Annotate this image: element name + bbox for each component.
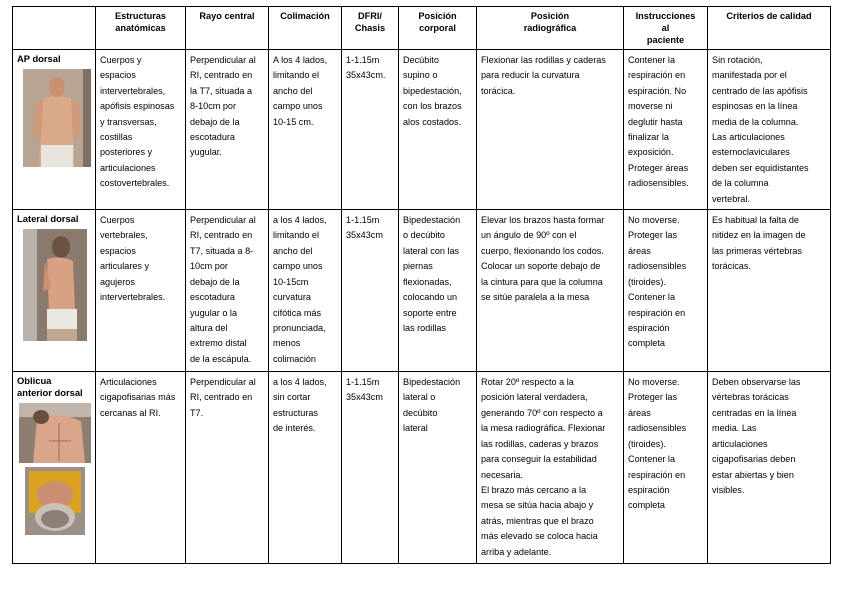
cell-dfri-chasis: 1-1.15m 35x43cm. xyxy=(342,50,399,210)
cell-criterios: Sin rotación, manifestada por el centrado de las apófisis espinosas en la línea media de la columna. Las articulaciones esternoclaviculares deben ser equidistantes de la columna vertebral. xyxy=(708,50,831,210)
row-title: Oblicua anterior dorsal xyxy=(17,375,83,399)
row-label-cell xyxy=(13,210,96,372)
table-row xyxy=(13,372,831,564)
header-empty xyxy=(13,7,96,50)
patient-photo-lateral-icon xyxy=(23,229,91,341)
patient-photo-oblique-icon xyxy=(19,403,91,463)
cell-criterios: Deben observarse las vértebras torácicas centradas en la línea media. Las articulaciones cigapofisarias deben estar abiertas y bien visibles. xyxy=(708,372,831,564)
cell-posicion-radiografica: Rotar 20º respecto a la posición lateral verdadera, generando 70º con respecto a la mesa radiográfica. Flexionar las rodillas, caderas y brazos para conseguir la estabilidad necesaria. El brazo más cercano a la mesa se sitúa hacia abajo y atrás, mientras que el brazo más elevado se coloca hacia arriba y adelante. xyxy=(477,372,624,564)
header-estructuras: Estructuras anatómicas xyxy=(96,7,186,50)
table-row xyxy=(13,210,831,372)
cell-estructuras: Cuerpos vertebrales, espacios articulares y agujeros intervertebrales. xyxy=(96,210,186,372)
cell-instrucciones: No moverse. Proteger las áreas radiosensibles (tiroides). Contener la respiración en espiración completa xyxy=(624,210,708,372)
patient-photo-ap-icon xyxy=(23,69,91,167)
cell-estructuras: Articulaciones cigapofisarias más cercanas al RI. xyxy=(96,372,186,564)
cell-posicion-corporal: Decúbito supino o bipedestación, con los brazos alos costados. xyxy=(399,50,477,210)
patient-photo-oblique-table-icon xyxy=(25,467,91,535)
cell-dfri-chasis: 1-1.15m 35x43cm xyxy=(342,210,399,372)
cell-posicion-corporal: Bipedestación lateral o decúbito lateral xyxy=(399,372,477,564)
header-posicion-radiografica: Posición radiográfica xyxy=(477,7,624,50)
header-posicion-corporal: Posición corporal xyxy=(399,7,477,50)
header-rayo-central: Rayo central xyxy=(186,7,269,50)
header-instrucciones: Instrucciones al paciente xyxy=(624,7,708,50)
cell-colimacion: A los 4 lados, limitando el ancho del campo unos 10-15 cm. xyxy=(269,50,342,210)
header-criterios: Criterios de calidad xyxy=(708,7,831,50)
cell-instrucciones: Contener la respiración en espiración. No moverse ni deglutir hasta finalizar la exposición. Proteger áreas radiosensibles. xyxy=(624,50,708,210)
cell-criterios: Es habitual la falta de nitidez en la imagen de las primeras vértebras torácicas. xyxy=(708,210,831,372)
cell-dfri-chasis: 1-1.15m 35x43cm xyxy=(342,372,399,564)
row-title: Lateral dorsal xyxy=(17,213,79,225)
cell-estructuras: Cuerpos y espacios intervertebrales, apófisis espinosas y transversas, costillas posteriores y articulaciones costovertebrales. xyxy=(96,50,186,210)
cell-rayo-central: Perpendicular al RI, centrado en la T7, situada a 8-10cm por debajo de la escotadura yugular. xyxy=(186,50,269,210)
header-colimacion: Colimación xyxy=(269,7,342,50)
cell-rayo-central: Perpendicular al RI, centrado en T7. xyxy=(186,372,269,564)
row-label-cell xyxy=(13,50,96,210)
header-dfri-chasis: DFRI/ Chasis xyxy=(342,7,399,50)
cell-posicion-radiografica: Flexionar las rodillas y caderas para reducir la curvatura torácica. xyxy=(477,50,624,210)
row-title: AP dorsal xyxy=(17,53,61,64)
cell-posicion-corporal: Bipedestación o decúbito lateral con las piernas flexionadas, colocando un soporte entre las rodillas xyxy=(399,210,477,372)
cell-colimacion: a los 4 lados, sin cortar estructuras de interés. xyxy=(269,372,342,564)
cell-colimacion: a los 4 lados, limitando el ancho del campo unos 10-15cm curvatura cifótica más pronunciada, menos colimación xyxy=(269,210,342,372)
radiography-protocol-table xyxy=(12,6,831,564)
table-row xyxy=(13,50,831,210)
cell-posicion-radiografica: Elevar los brazos hasta formar un ángulo de 90º con el cuerpo, flexionando los codos. Colocar un soporte debajo de la cintura para que la columna se sitúe paralela a la mesa xyxy=(477,210,624,372)
row-label-cell xyxy=(13,372,96,564)
cell-instrucciones: No moverse. Proteger las áreas radiosensibles (tiroides). Contener la respiración en espiración completa xyxy=(624,372,708,564)
cell-rayo-central: Perpendicular al RI, centrado en T7, situada a 8- 10cm por debajo de la escotadura yugular o la altura del extremo distal de la escápula. xyxy=(186,210,269,372)
header-row xyxy=(13,7,831,50)
